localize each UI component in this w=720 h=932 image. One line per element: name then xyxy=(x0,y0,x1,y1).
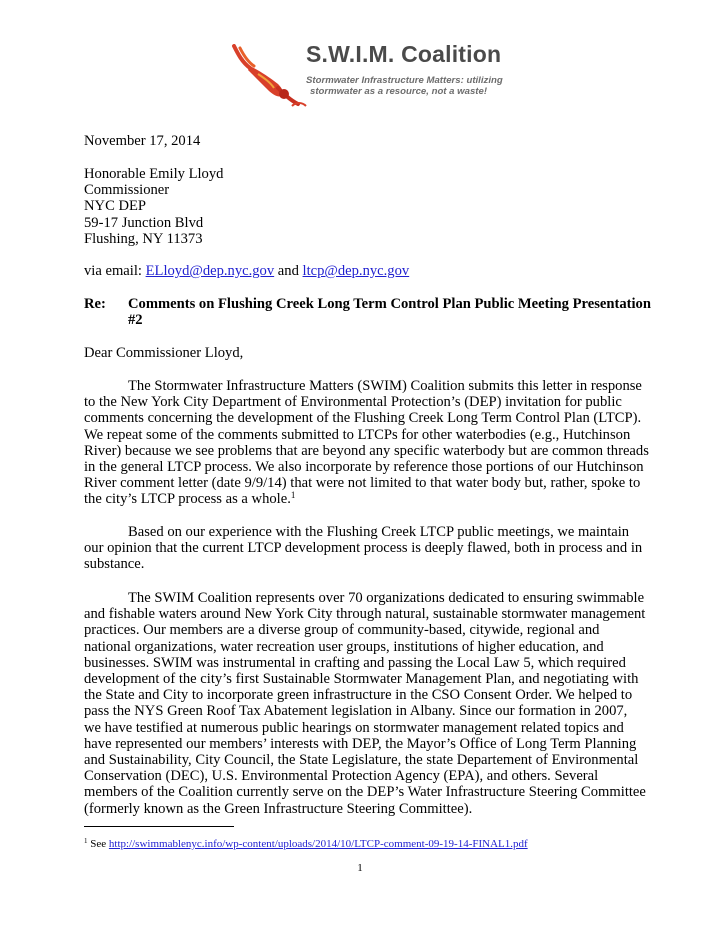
paragraph-3-line: members of the Coalition currently serve on the DEP’s Water Infrastructure Steering Committee xyxy=(84,784,646,801)
paragraph-3-line: businesses. SWIM was instrumental in crafting and passing the Local Law 5, which required xyxy=(84,654,626,671)
swim-coalition-logo xyxy=(224,41,504,112)
footnote-ref-1: 1 xyxy=(290,490,296,501)
paragraph-3-line: (formerly known as the Green Infrastructure Steering Committee). xyxy=(84,800,473,817)
logo-tagline xyxy=(306,75,503,97)
logo-tagline-line-2: stormwater as a resource, not a waste! xyxy=(310,86,488,97)
recipient-address xyxy=(84,166,644,247)
logo-name: S.W.I.M. Coalition xyxy=(306,41,502,67)
paragraph-3-line: The SWIM Coalition represents over 70 organizations dedicated to ensuring swimmable xyxy=(128,590,645,606)
re-subject xyxy=(128,296,651,329)
paragraph-3 xyxy=(84,590,644,817)
via-and: and xyxy=(274,263,303,279)
paragraph-2-line: substance. xyxy=(84,556,145,573)
recipient-street: 59-17 Junction Blvd xyxy=(84,214,204,231)
recipient-name: Honorable Emily Lloyd xyxy=(84,166,224,182)
paragraph-3-line: pass the NYS Green Roof Tax Abatement legislation in Albany. Since our formation in 2007, xyxy=(84,703,628,720)
recipient-title: Commissioner xyxy=(84,182,170,199)
paragraph-1-line: The Stormwater Infrastructure Matters (SWIM) Coalition submits this letter in response xyxy=(128,378,642,394)
recipient-city: Flushing, NY 11373 xyxy=(84,230,203,247)
paragraph-2 xyxy=(84,524,644,573)
footnote-1 xyxy=(84,833,528,852)
paragraph-3-line: practices. Our members are a diverse group of community-based, citywide, regional and xyxy=(84,622,600,639)
re-subject-line-2: #2 xyxy=(128,312,143,329)
paragraph-2-line: our opinion that the current LTCP development process is deeply flawed, both in process and in xyxy=(84,540,643,557)
recipient-org: NYC DEP xyxy=(84,198,147,215)
salutation: Dear Commissioner Lloyd, xyxy=(84,345,244,361)
paragraph-1-line: We repeat some of the comments submitted to LTCPs for other waterbodies (e.g., Hutchinson xyxy=(84,426,631,443)
letter-date: November 17, 2014 xyxy=(84,133,201,149)
paragraph-3-line: the State and City to incorporate green infrastructure in the CSO Consent Order. We helped to xyxy=(84,687,633,704)
footnote-url-link[interactable]: http://swimmablenyc.info/wp-content/uploads/2014/10/LTCP-comment-09-19-14-FINAL1.pdf xyxy=(108,838,528,850)
paragraph-1-last-line xyxy=(84,491,644,507)
via-prefix: via email: xyxy=(84,263,146,279)
paragraph-1-line: the city’s LTCP process as a whole. xyxy=(84,491,291,508)
logo-tagline-line-1: Stormwater Infrastructure Matters: utilizing xyxy=(306,75,503,86)
paragraph-3-line: have represented our members’ interests with DEP, the Mayor’s Office of Long Term Planning xyxy=(84,735,637,752)
email-link-ltcp[interactable]: ltcp@dep.nyc.gov xyxy=(302,263,410,279)
via-email-line xyxy=(84,263,644,279)
paragraph-1-line: River comment letter (date 9/9/14) that were not limited to that water body but, rather, spoke to xyxy=(84,475,641,492)
swimmer-icon xyxy=(224,44,314,112)
footnote-divider xyxy=(84,826,234,827)
page-number: 1 xyxy=(357,862,363,874)
re-subject-line-1: Comments on Flushing Creek Long Term Control Plan Public Meeting Presentation xyxy=(128,296,651,312)
paragraph-1 xyxy=(84,378,649,508)
re-label: Re: xyxy=(84,296,106,312)
paragraph-3-line: we have testified at numerous public hearings on stormwater management related topics and xyxy=(84,719,624,736)
paragraph-2-line: Based on our experience with the Flushing Creek LTCP public meetings, we maintain xyxy=(128,524,630,540)
paragraph-1-line: River) because we see problems that are beyond any specific waterbody but are common threads xyxy=(84,442,649,459)
paragraph-1-line: in the general LTCP process. We also incorporate by reference those portions of our Hutchinson xyxy=(84,459,644,476)
paragraph-1-line: to the New York City Department of Environmental Protection’s (DEP) invitation for public xyxy=(84,394,622,411)
paragraph-3-line: Conservation (DEC), U.S. Environmental Protection Agency (EPA), and others. Several xyxy=(84,768,599,785)
footnote-mark: 1 xyxy=(84,837,88,845)
paragraph-1-line: comments concerning the development of the Flushing Creek Long Term Control Plan (LTCP). xyxy=(84,410,642,427)
paragraph-3-line: national organizations, water recreation user groups, institutions of higher education, and xyxy=(84,638,604,655)
email-link-lloyd[interactable]: ELloyd@dep.nyc.gov xyxy=(145,263,275,279)
footnote-prefix: See xyxy=(87,838,109,850)
paragraph-3-line: development of the city’s first Sustainable Stormwater Management Plan, and negotiating with xyxy=(84,671,639,688)
paragraph-3-line: and Sustainability, City Council, the State Legislature, the state Departement of Environmental xyxy=(84,752,639,769)
paragraph-3-line: and fishable waters around New York City through natural, sustainable stormwater management xyxy=(84,606,646,623)
